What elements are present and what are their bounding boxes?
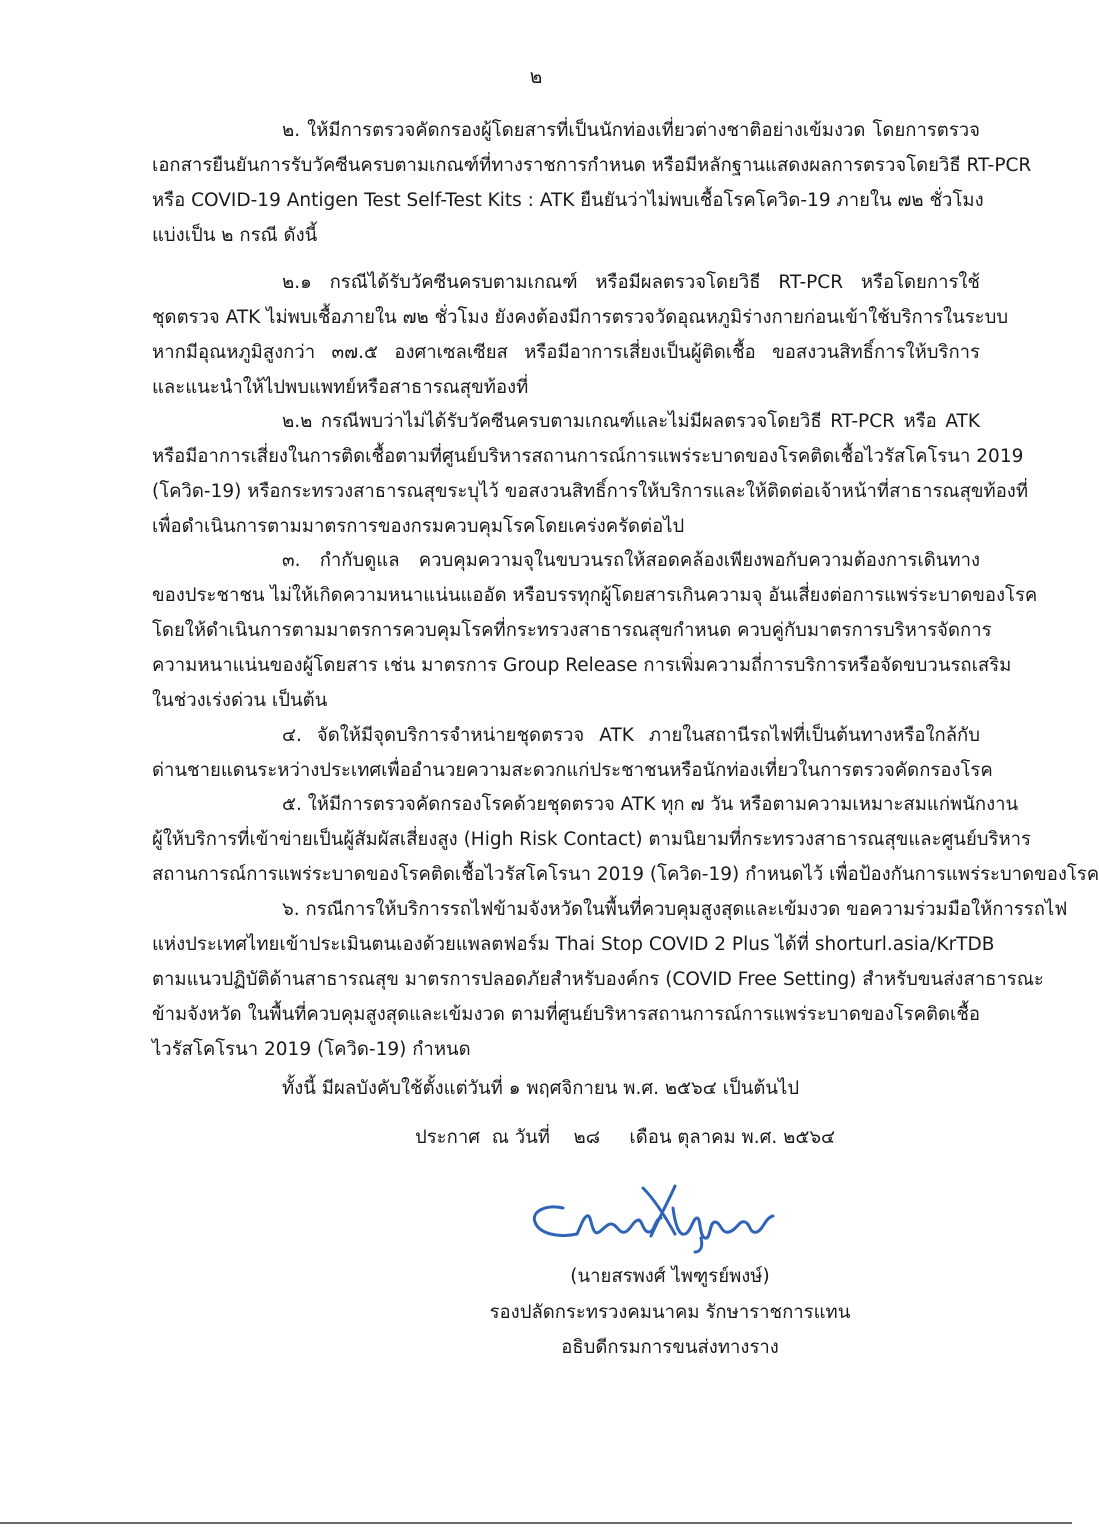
para-2-line-3: หรือ COVID-19 Antigen Test Self-Test Kits : ATK ยืนยันว่าไม่พบเชื้อโรคโควิด-19 ภายใน ๗๒ ชั่วโมง [152, 190, 984, 211]
para-2-line-4: แบ่งเป็น ๒ กรณี ดังนี้ [152, 225, 318, 246]
para-2-1-line-3: หากมีอุณหภูมิสูงกว่า ๓๗.๕ องศาเซลเซียส หรือมีอาการเสี่ยงเป็นผู้ติดเชื้อ ขอสงวนสิทธิ์การให้บริการ [152, 342, 980, 363]
para-2-2-line-1: ๒.๒ กรณีพบว่าไม่ได้รับวัคซีนครบตามเกณฑ์และไม่มีผลตรวจโดยวิธี RT-PCR หรือ ATK [282, 411, 980, 432]
para-4-line-1: ๔. จัดให้มีจุดบริการจำหน่ายชุดตรวจ ATK ภายในสถานีรถไฟที่เป็นต้นทางหรือใกล้กับ [282, 725, 980, 746]
para-3-line-1: ๓. กำกับดูแล ควบคุมความจุในขบวนรถให้สอดคล้องเพียงพอกับความต้องการเดินทาง [282, 550, 980, 571]
para-4-line-2: ด่านชายแดนระหว่างประเทศเพื่ออำนวยความสะดวกแก่ประชาชนหรือนักท่องเที่ยวในการตรวจคัดกรองโรค [152, 760, 993, 781]
para-6-line-4: ข้ามจังหวัด ในพื้นที่ควบคุมสูงสุดและเข้มงวด ตามที่ศูนย์บริหารสถานการณ์การแพร่ระบาดของโรคติดเชื้อ [152, 1004, 980, 1025]
para-3-line-4: ความหนาแน่นของผู้โดยสาร เช่น มาตรการ Group Release การเพิ่มความถี่การบริการหรือจัดขบวนรถเสริม [152, 655, 1012, 676]
handwritten-signature [525, 1178, 785, 1258]
para-2-2-line-3: (โควิด-19) หรือกระทรวงสาธารณสุขระบุไว้ ขอสงวนสิทธิ์การให้บริการและให้ติดต่อเจ้าหน้าที่สาธารณสุขท้องที่ [152, 481, 1029, 502]
para-2-2-line-2: หรือมีอาการเสี่ยงในการติดเชื้อตามที่ศูนย์บริหารสถานการณ์การแพร่ระบาดของโรคติดเชื้อไวรัสโคโรนา 2019 [152, 446, 1024, 467]
para-6-line-1: ๖. กรณีการให้บริการรถไฟข้ามจังหวัดในพื้นที่ควบคุมสูงสุดและเข้มงวด ขอความร่วมมือให้การรถไฟ [282, 899, 1068, 920]
page-bottom-edge [0, 1522, 1072, 1524]
announcement-date-line: ประกาศ ณ วันที่ ๒๘ เดือน ตุลาคม พ.ศ. ๒๕๖๔ [415, 1127, 836, 1148]
para-2-1-line-1: ๒.๑ กรณีได้รับวัคซีนครบตามเกณฑ์ หรือมีผลตรวจโดยวิธี RT-PCR หรือโดยการใช้ [282, 272, 980, 293]
para-3-line-5: ในช่วงเร่งด่วน เป็นต้น [152, 690, 328, 711]
para-2-line-2: เอกสารยืนยันการรับวัคซีนครบตามเกณฑ์ที่ทางราชการกำหนด หรือมีหลักฐานแสดงผลการตรวจโดยวิธี RT-PCR [152, 155, 1032, 176]
para-2-2-line-4: เพื่อดำเนินการตามมาตรการของกรมควบคุมโรคโดยเคร่งครัดต่อไป [152, 516, 685, 537]
para-6-line-2: แห่งประเทศไทยเข้าประเมินตนเองด้วยแพลตฟอร์ม Thai Stop COVID 2 Plus ได้ที่ shorturl.asia/KrTDB [152, 934, 995, 955]
signatory-position: รองปลัดกระทรวงคมนาคม รักษาราชการแทน [489, 1302, 851, 1323]
para-5-line-3: สถานการณ์การแพร่ระบาดของโรคติดเชื้อไวรัสโคโรนา 2019 (โควิด-19) กำหนดไว้ เพื่อป้องกันการแพร่ระบาดของโรค [152, 864, 1099, 885]
para-6-line-3: ตามแนวปฏิบัติด้านสาธารณสุข มาตรการปลอดภัยสำหรับองค์กร (COVID Free Setting) สำหรับขนส่งสาธารณะ [152, 969, 1044, 990]
signatory-acting-position: อธิบดีกรมการขนส่งทางราง [561, 1337, 779, 1358]
para-5-line-2: ผู้ให้บริการที่เข้าข่ายเป็นผู้สัมผัสเสี่ยงสูง (High Risk Contact) ตามนิยามที่กระทรวงสาธารณสุขและศูนย์บริหาร [152, 829, 1031, 850]
para-2-1-line-4: และแนะนำให้ไปพบแพทย์หรือสาธารณสุขท้องที่ [152, 377, 529, 398]
para-5-line-1: ๕. ให้มีการตรวจคัดกรองโรคด้วยชุดตรวจ ATK ทุก ๗ วัน หรือตามความเหมาะสมแก่พนักงาน [282, 794, 1019, 815]
signatory-name: (นายสรพงศ์ ไพฑูรย์พงษ์) [570, 1266, 770, 1287]
para-6-line-5: ไวรัสโคโรนา 2019 (โควิด-19) กำหนด [152, 1039, 471, 1060]
para-3-line-3: โดยให้ดำเนินการตามมาตรการควบคุมโรคที่กระทรวงสาธารณสุขกำหนด ควบคู่กับมาตรการบริหารจัดการ [152, 620, 992, 641]
page-number: ๒ [529, 66, 543, 88]
para-2-1-line-2: ชุดตรวจ ATK ไม่พบเชื้อภายใน ๗๒ ชั่วโมง ยังคงต้องมีการตรวจวัดอุณหภูมิร่างกายก่อนเข้าใช้บริการในระบบ [152, 307, 1009, 328]
effective-date-line: ทั้งนี้ มีผลบังคับใช้ตั้งแต่วันที่ ๑ พฤศจิกายน พ.ศ. ๒๕๖๔ เป็นต้นไป [282, 1078, 800, 1099]
para-3-line-2: ของประชาชน ไม่ให้เกิดความหนาแน่นแออัด หรือบรรทุกผู้โดยสารเกินความจุ อันเสี่ยงต่อการแพร่ระบาดของโรค [152, 585, 1038, 606]
para-2-line-1: ๒. ให้มีการตรวจคัดกรองผู้โดยสารที่เป็นนักท่องเที่ยวต่างชาติอย่างเข้มงวด โดยการตรวจ [282, 120, 980, 141]
